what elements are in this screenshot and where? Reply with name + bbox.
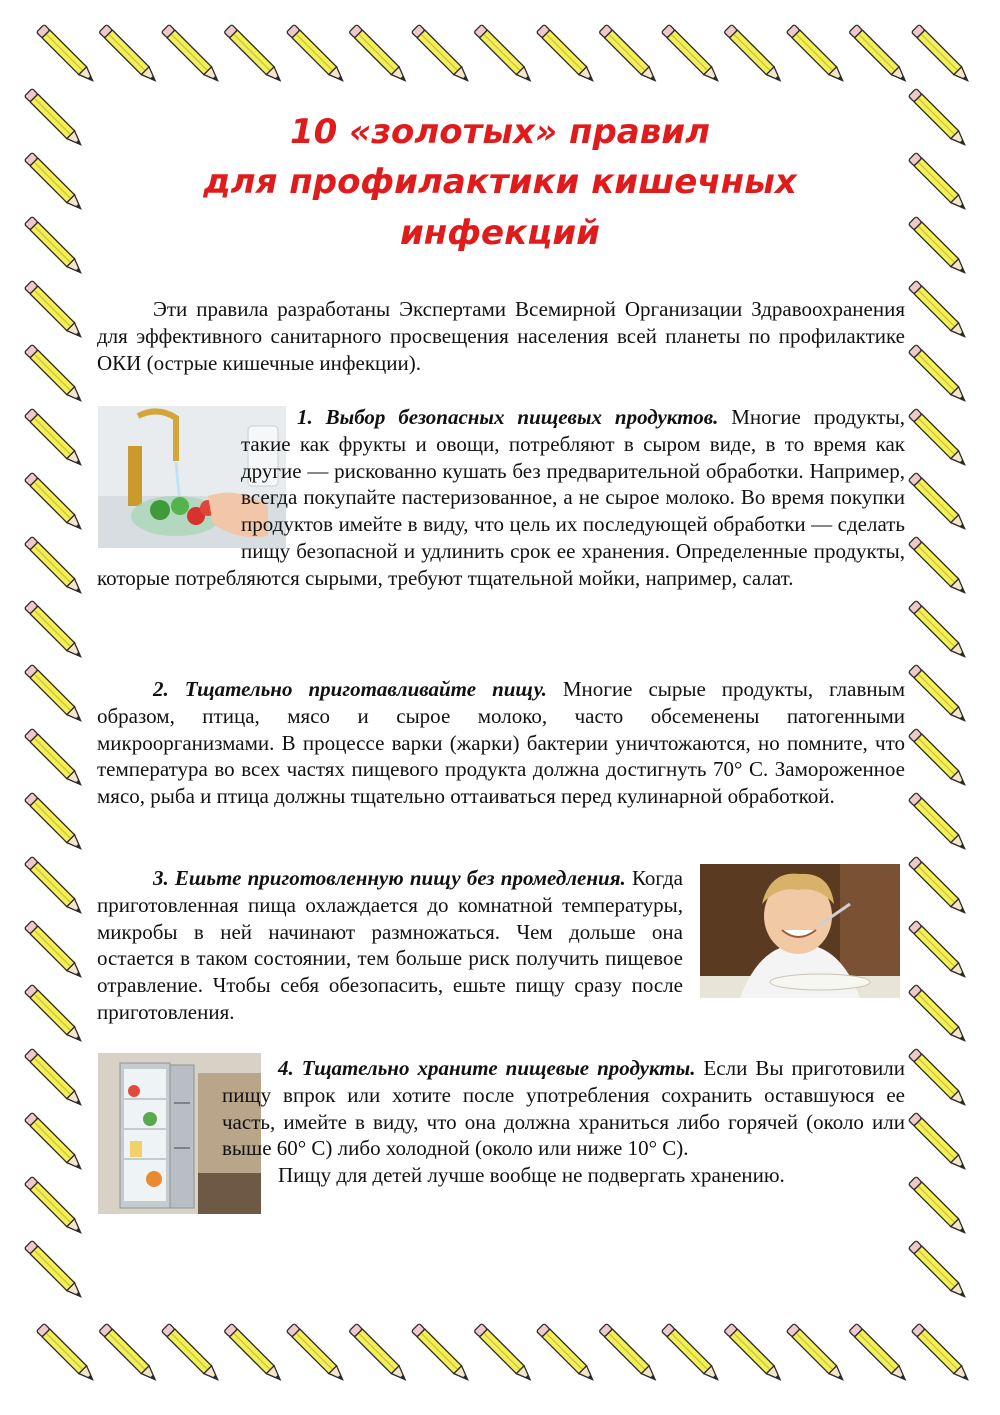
pencil-decoration xyxy=(99,24,159,84)
pencil-decoration xyxy=(661,1323,721,1383)
pencil-decoration xyxy=(474,1323,534,1383)
rule-4-paragraph xyxy=(97,1055,905,1189)
pencil-decoration xyxy=(24,664,84,724)
rule-1-text: Многие продукты, такие как фрукты и овощи, потребляют в сыром виде, в то время как другие — рискованно кушать без предварительной обработки. Например, всегда покупайте пастеризованное, а не сырое молоко. Во время покупки продуктов имейте в виду, что цель их последующей обработки — сделать пищу безопасной и удлинить срок ее хранения. Определенные продукты, которые потребляются сырыми, требуют тщательной мойки, например, салат. xyxy=(97,405,906,590)
pencil-decoration xyxy=(908,984,968,1044)
pencil-decoration xyxy=(908,728,968,788)
title-line-1: 10 «золотых» правил xyxy=(290,112,710,152)
pencil-decoration xyxy=(849,24,909,84)
pencil-decoration xyxy=(908,600,968,660)
pencil-decoration xyxy=(24,792,84,852)
pencil-decoration xyxy=(24,1240,84,1300)
pencil-decoration xyxy=(908,472,968,532)
title-line-2: для профилактики кишечных xyxy=(203,162,797,202)
pencil-decoration xyxy=(724,24,784,84)
rule-3-heading: 3. Ешьте приготовленную пищу без промедления. xyxy=(153,866,626,890)
pencil-decoration xyxy=(908,1176,968,1236)
pencil-decoration xyxy=(599,1323,659,1383)
pencil-decoration xyxy=(411,24,471,84)
pencil-decoration xyxy=(349,1323,409,1383)
pencil-decoration xyxy=(911,1323,971,1383)
pencil-decoration xyxy=(908,664,968,724)
rule-3-text: Когда приготовленная пища охлаждается до комнатной температуры, микробы в ней начинают размножаться. Чем дольше она остается в таком состоянии, тем больше риск получить пищевое отравление. Чтобы себя обезопасить, ешьте пищу сразу после приготовления. xyxy=(97,866,683,1024)
pencil-decoration xyxy=(908,1048,968,1108)
pencil-decoration xyxy=(908,280,968,340)
rule-4-note: Пищу для детей лучше вообще не подвергать хранению. xyxy=(278,1163,785,1188)
pencil-decoration xyxy=(786,24,846,84)
pencil-decoration xyxy=(286,1323,346,1383)
rule-3-paragraph xyxy=(97,865,683,1026)
title-line-3: инфекций xyxy=(399,213,601,253)
photo-1-spacer xyxy=(41,404,241,564)
child-eating-photo xyxy=(700,864,900,998)
pencil-decoration xyxy=(24,856,84,916)
pencil-decoration xyxy=(474,24,534,84)
pencil-decoration xyxy=(599,24,659,84)
pencil-decoration xyxy=(24,344,84,404)
pencil-decoration xyxy=(536,1323,596,1383)
pencil-decoration xyxy=(36,24,96,84)
rule-2-paragraph xyxy=(97,676,905,810)
intro-paragraph: Эти правила разработаны Экспертами Всемирной Организации Здравоохранения для эффективного санитарного просвещения населения всей планеты по профилактике ОКИ (острые кишечные инфекции). xyxy=(97,297,905,375)
pencil-decoration xyxy=(908,792,968,852)
pencil-decoration xyxy=(24,280,84,340)
photo-4-spacer xyxy=(41,1055,222,1189)
pencil-decoration xyxy=(536,24,596,84)
pencil-decoration xyxy=(24,920,84,980)
pencil-decoration xyxy=(908,920,968,980)
rule-1-heading: 1. Выбор безопасных пищевых продуктов. xyxy=(297,405,719,429)
pencil-decoration xyxy=(161,24,221,84)
pencil-decoration xyxy=(24,984,84,1044)
pencil-decoration xyxy=(786,1323,846,1383)
pencil-decoration xyxy=(908,408,968,468)
pencil-decoration xyxy=(908,536,968,596)
pencil-decoration xyxy=(908,1112,968,1172)
pencil-decoration xyxy=(724,1323,784,1383)
pencil-decoration xyxy=(411,1323,471,1383)
rule-4-text: Если Вы приготовили пищу впрок или хотите после употребления сохранить оставшуюся ее часть, имейте в виду, что она должна храниться либо горячей (около или выше 60° С) либо холодной (около или ниже 10° С). xyxy=(222,1056,906,1161)
pencil-decoration xyxy=(349,24,409,84)
rule-2-heading: 2. Тщательно приготавливайте пищу. xyxy=(153,677,547,701)
pencil-decoration xyxy=(36,1323,96,1383)
pencil-decoration xyxy=(849,1323,909,1383)
pencil-decoration xyxy=(908,856,968,916)
pencil-decoration xyxy=(286,24,346,84)
rule-4-heading: 4. Тщательно храните пищевые продукты. xyxy=(278,1056,696,1080)
rule-1-paragraph xyxy=(97,404,905,592)
pencil-decoration xyxy=(661,24,721,84)
pencil-decoration xyxy=(24,600,84,660)
pencil-decoration xyxy=(911,24,971,84)
pencil-decoration xyxy=(224,24,284,84)
pencil-decoration xyxy=(908,1240,968,1300)
rule-2-text: Многие сырые продукты, главным образом, птица, мясо и сырое молоко, часто обсеменены патогенными микроорганизмами. В процессе варки (жарки) бактерии уничтожаются, но помните, что температура во всех частях пищевого продукта должна достигнуть 70° С. Замороженное мясо, рыба и птица должны тщательно оттаиваться перед кулинарной обработкой. xyxy=(97,677,906,809)
pencil-decoration xyxy=(99,1323,159,1383)
pencil-decoration xyxy=(224,1323,284,1383)
pencil-decoration xyxy=(161,1323,221,1383)
pencil-decoration xyxy=(24,728,84,788)
pencil-decoration xyxy=(908,344,968,404)
